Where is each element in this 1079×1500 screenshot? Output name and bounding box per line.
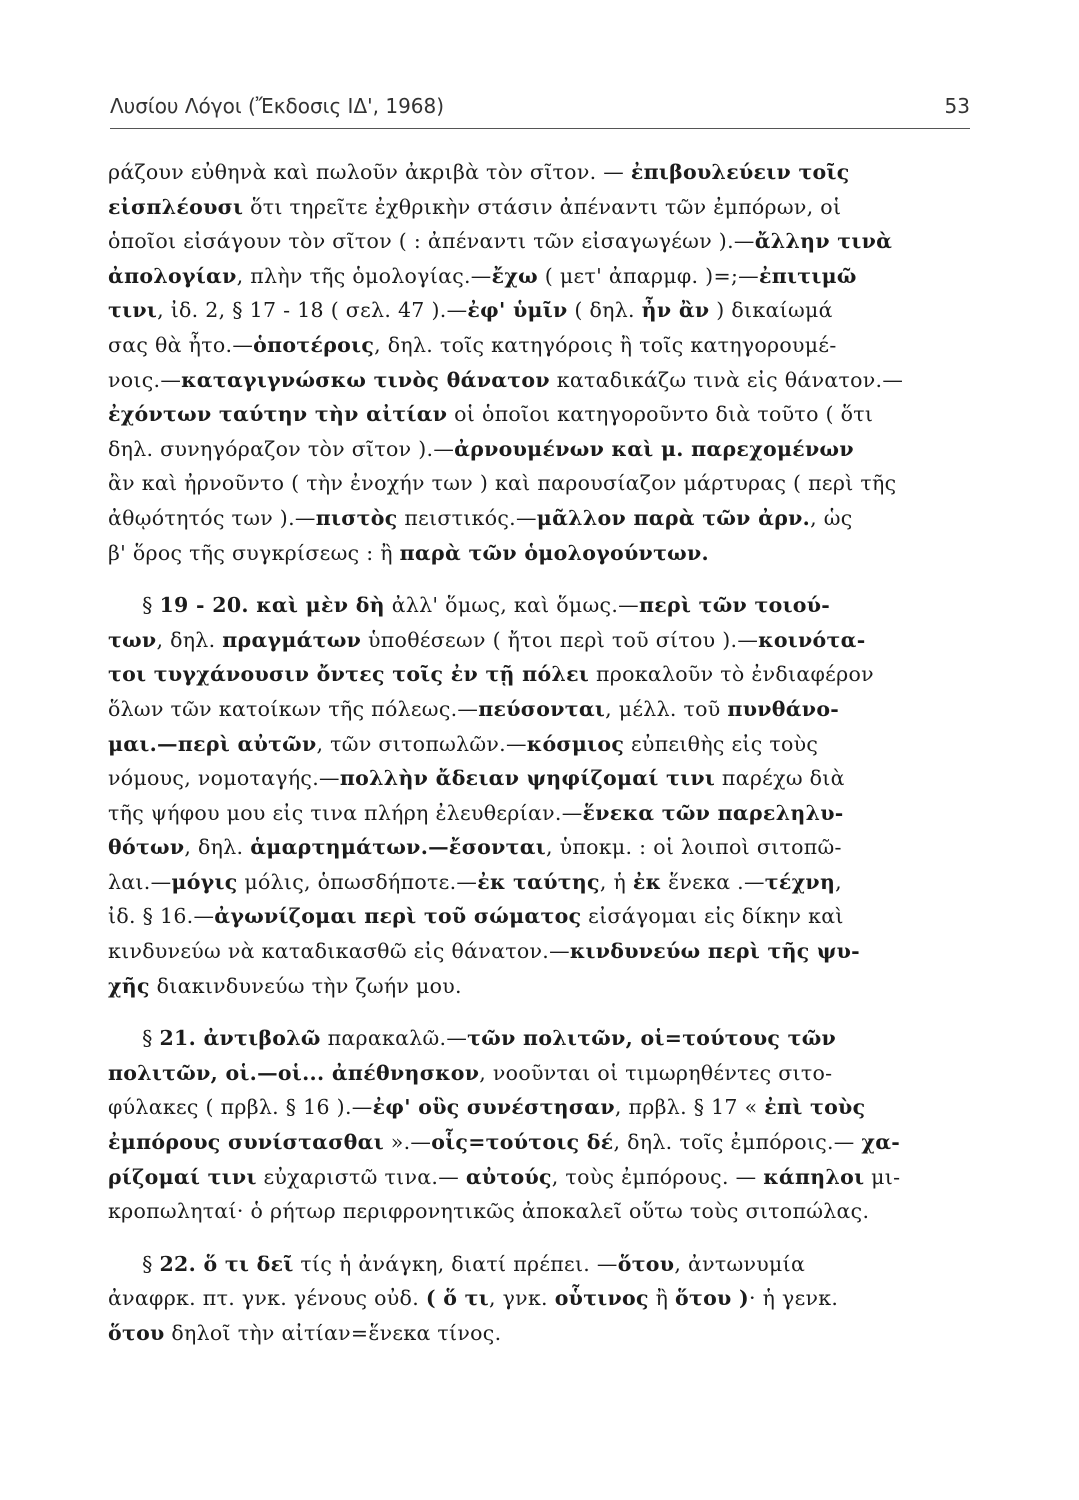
paragraph xyxy=(108,1021,968,1229)
text-line xyxy=(108,466,968,501)
text-run: οἱ ὁποῖοι κατηγοροῦντο διὰ τοῦτο ( ὅτι xyxy=(447,402,874,427)
text-run: , τοὺς ἐμπόρους. — xyxy=(551,1164,764,1189)
bold-lemma: ἐπιτιμῶ xyxy=(758,263,857,288)
text-line xyxy=(108,363,968,398)
text-run: φύλακες ( πρβλ. § 16 ).— xyxy=(108,1095,373,1120)
bold-lemma: χα- xyxy=(861,1130,901,1155)
text-run: ( μετ' ἀπαρμφ. )=;— xyxy=(537,263,759,288)
text-run: μι- xyxy=(864,1164,901,1189)
text-run: · ἡ γενκ. xyxy=(749,1286,839,1311)
text-run: ( δηλ. xyxy=(567,298,642,323)
text-run: ἀναφρκ. πτ. γνκ. γένους οὐδ. xyxy=(108,1286,426,1311)
bold-lemma: κάπηλοι xyxy=(763,1164,865,1189)
bold-lemma: ρίζομαί τινι xyxy=(108,1164,257,1189)
text-line xyxy=(108,397,968,432)
text-run: εὐχαριστῶ τινα.— xyxy=(256,1164,466,1189)
text-run: β' ὅρος τῆς συγκρίσεως : ἢ xyxy=(108,540,400,565)
bold-lemma: ἄλλην τινὰ xyxy=(754,229,893,254)
bold-lemma: ( ὅ τι xyxy=(425,1286,489,1311)
text-run: , τῶν σιτοπωλῶν.— xyxy=(316,731,527,756)
bold-lemma: ὅτου xyxy=(108,1321,165,1345)
text-run: πειστικός.— xyxy=(397,505,537,530)
running-title: Λυσίου Λόγοι (Ἔκδοσις ΙΔ', 1968) xyxy=(110,94,445,118)
text-line xyxy=(108,830,968,865)
text-line xyxy=(108,623,968,658)
bold-lemma: ἐπιβουλεύειν τοῖς xyxy=(630,160,850,184)
text-line xyxy=(108,727,968,762)
bold-lemma: θότων xyxy=(108,835,185,860)
text-run: , νοοῦνται οἱ τιμωρηθέντες σιτο- xyxy=(479,1060,833,1085)
text-line xyxy=(108,1247,968,1282)
text-run: ἀλλ' ὅμως, καὶ ὅμως.— xyxy=(384,593,639,618)
bold-lemma: ἐφ' οὓς συνέστησαν xyxy=(372,1095,615,1120)
text-line xyxy=(108,259,968,294)
bold-lemma: κινδυνεύω περὶ τῆς ψυ- xyxy=(569,939,860,964)
text-run: ἢ xyxy=(648,1286,676,1311)
text-run: ἂν καὶ ἠρνοῦντο ( τὴν ἐνοχήν των ) καὶ παρουσίαζον μάρτυρας ( περὶ τῆς xyxy=(108,471,897,496)
text-run: τῆς ψήφου μου εἰς τινα πλήρη ἐλευθερίαν.— xyxy=(108,800,583,825)
paragraph xyxy=(108,155,968,570)
text-line xyxy=(108,1125,968,1160)
paragraph xyxy=(108,588,968,1003)
header-rule xyxy=(110,128,970,129)
text-run: , πρβλ. § 17 « xyxy=(614,1095,765,1120)
text-line xyxy=(108,1021,968,1056)
text-line xyxy=(108,224,968,259)
text-line xyxy=(108,293,968,328)
bold-lemma: ἐχόντων ταύτην τὴν αἰτίαν xyxy=(108,402,448,427)
text-run: μόλις, ὁπωσδήποτε.— xyxy=(237,869,478,894)
text-line xyxy=(108,155,968,190)
bold-lemma: πυνθάνο- xyxy=(727,696,840,721)
text-line xyxy=(108,588,968,623)
text-run: ὑποθέσεων ( ἤτοι περὶ τοῦ σίτου ).— xyxy=(361,627,759,652)
bold-lemma: τοι τυγχάνουσιν ὄντες τοῖς ἐν τῇ πόλει xyxy=(108,662,590,687)
text-run: δηλοῖ τὴν αἰτίαν=ἕνεκα τίνος. xyxy=(164,1321,502,1345)
text-run: παρακαλῶ.— xyxy=(320,1026,468,1051)
text-run: ράζουν εὐθηνὰ καὶ πωλοῦν ἀκριβὰ τὸν σῖτον. — xyxy=(108,160,631,184)
text-run: κροπωληταί· ὁ ρήτωρ περιφρονητικῶς ἀποκαλεῖ οὕτω τοὺς σιτοπώλας. xyxy=(108,1199,870,1224)
text-line xyxy=(108,432,968,467)
text-line xyxy=(108,536,968,571)
text-run: ἰδ. § 16.— xyxy=(108,904,215,929)
bold-lemma: ἀρνουμένων καὶ μ. παρεχομένων xyxy=(454,436,854,461)
bold-lemma: κοινότα- xyxy=(758,627,866,652)
page-body xyxy=(108,155,968,1351)
bold-lemma: πιστὸς xyxy=(315,505,398,530)
text-line xyxy=(108,761,968,796)
text-run: , πλὴν τῆς ὁμολογίας.— xyxy=(236,263,492,288)
text-line xyxy=(108,692,968,727)
text-line xyxy=(108,657,968,692)
text-run: προκαλοῦν τὸ ἐνδιαφέρον xyxy=(589,662,874,687)
bold-lemma: 22. ὅ τι δεῖ xyxy=(159,1251,294,1276)
text-line xyxy=(108,934,968,969)
bold-lemma: ἁμαρτημάτων.—ἔσονται xyxy=(250,835,546,860)
text-run: , δηλ. τοῖς κατηγόροις ἢ τοῖς κατηγορουμέ- xyxy=(374,332,837,357)
text-line xyxy=(108,969,968,1004)
running-header xyxy=(110,94,970,134)
text-line xyxy=(108,190,968,225)
bold-lemma: ἀγωνίζομαι περὶ τοῦ σώματος xyxy=(214,904,582,929)
text-run: ἀθῳότητός των ).— xyxy=(108,505,316,530)
bold-lemma: ἐφ' ὑμῖν xyxy=(467,298,568,323)
text-run: ὁποῖοι εἰσάγουν τὸν σῖτον ( : ἀπέναντι τῶν εἰσαγωγέων ).— xyxy=(108,229,755,254)
bold-lemma: ἐκ ταύτης xyxy=(477,869,600,894)
paragraph-gap xyxy=(108,1003,968,1021)
bold-lemma: ὁποτέροις xyxy=(253,332,375,357)
text-line xyxy=(108,1160,968,1195)
text-run: νοις.— xyxy=(108,367,182,392)
bold-lemma: πολιτῶν, οἱ.—οἱ... ἀπέθνησκον xyxy=(108,1060,480,1085)
text-run: παρέχω διὰ xyxy=(715,766,845,791)
bold-lemma: τέχνη xyxy=(764,869,836,894)
bold-lemma: τινι xyxy=(108,298,158,323)
bold-lemma: ἕνεκα τῶν παρεληλυ- xyxy=(582,800,844,825)
text-line xyxy=(108,1316,968,1351)
bold-lemma: ἦν ἂν xyxy=(641,298,710,323)
text-run: διακινδυνεύω τὴν ζωήν μου. xyxy=(149,973,462,998)
text-run: § xyxy=(108,1251,160,1276)
bold-lemma: ἐπὶ τοὺς xyxy=(764,1095,866,1120)
bold-lemma: τῶν πολιτῶν, οἱ=τούτους τῶν xyxy=(467,1026,837,1051)
text-line xyxy=(108,328,968,363)
text-line xyxy=(108,796,968,831)
text-run: , xyxy=(835,869,842,894)
bold-lemma: 21. ἀντιβολῶ xyxy=(159,1026,321,1051)
text-run: λαι.— xyxy=(108,869,172,894)
bold-lemma: καταγιγνώσκω τινὸς θάνατον xyxy=(181,367,550,392)
text-run: καταδικάζω τινὰ εἰς θάνατον.— xyxy=(549,367,904,392)
bold-lemma: ἐμπόρους συνίστασθαι xyxy=(108,1130,384,1155)
text-run: , δηλ. τοῖς ἐμπόροις.— xyxy=(613,1130,862,1155)
text-run: εὐπειθὴς εἰς τοὺς xyxy=(624,731,819,756)
bold-lemma: παρὰ τῶν ὁμολογούντων. xyxy=(399,540,709,565)
text-run: , ἡ xyxy=(599,869,633,894)
text-run: , ἀντωνυμία xyxy=(674,1251,806,1276)
text-run: , γνκ. xyxy=(489,1286,555,1311)
text-line xyxy=(108,1090,968,1125)
paragraph-gap xyxy=(108,570,968,588)
bold-lemma: μόγις xyxy=(171,869,238,894)
paragraph xyxy=(108,1247,968,1351)
text-run: τίς ἡ ἀνάγκη, διατί πρέπει. — xyxy=(293,1251,618,1276)
bold-lemma: πραγμάτων xyxy=(222,627,362,652)
bold-lemma: ἀπολογίαν xyxy=(108,263,237,288)
text-run: ».— xyxy=(383,1130,432,1155)
bold-lemma: περὶ τῶν τοιού- xyxy=(638,593,831,618)
text-run: § xyxy=(108,593,160,618)
bold-lemma: 19 - 20. καὶ μὲν δὴ xyxy=(159,593,385,618)
bold-lemma: ἔχω xyxy=(491,263,538,288)
bold-lemma: ὅτου xyxy=(617,1251,675,1276)
paragraph-gap xyxy=(108,1229,968,1247)
text-run: σας θὰ ἦτο.— xyxy=(108,332,254,357)
text-run: ὅτι τηρεῖτε ἐχθρικὴν στάσιν ἀπέναντι τῶν ἐμπόρων, οἱ xyxy=(243,194,842,219)
bold-lemma: των xyxy=(108,627,157,652)
text-run: νόμους, νομοταγής.— xyxy=(108,766,340,791)
text-line xyxy=(108,501,968,536)
bold-lemma: ὅτου ) xyxy=(675,1286,750,1311)
page-number: 53 xyxy=(944,94,970,118)
bold-lemma: πεύσονται xyxy=(478,696,606,721)
text-run: δηλ. συνηγόραζον τὸν σῖτον ).— xyxy=(108,436,455,461)
text-run: ὅλων τῶν κατοίκων τῆς πόλεως.— xyxy=(108,696,479,721)
bold-lemma: μᾶλλον παρὰ τῶν ἀρν. xyxy=(536,505,811,530)
text-run: ) δικαίωμά xyxy=(709,298,833,323)
text-run: , ὡς xyxy=(810,505,853,530)
text-run: , δηλ. xyxy=(184,835,251,860)
text-line xyxy=(108,1194,968,1229)
text-run: , ἰδ. 2, § 17 - 18 ( σελ. 47 ).— xyxy=(157,298,468,323)
bold-lemma: οἷς=τούτοις δέ xyxy=(431,1130,614,1155)
text-run: , ὑποκμ. : οἱ λοιποὶ σιτοπῶ- xyxy=(546,835,842,860)
text-line xyxy=(108,865,968,900)
text-line xyxy=(108,1056,968,1091)
text-line xyxy=(108,1281,968,1316)
text-run: , μέλλ. τοῦ xyxy=(605,696,728,721)
bold-lemma: ἐκ xyxy=(632,869,662,894)
bold-lemma: κόσμιος xyxy=(526,731,625,756)
text-run: κινδυνεύω νὰ καταδικασθῶ εἰς θάνατον.— xyxy=(108,939,570,964)
text-run: ἕνεκα .— xyxy=(661,869,765,894)
text-run: εἰσάγομαι εἰς δίκην καὶ xyxy=(581,904,844,929)
bold-lemma: οὗτινος xyxy=(554,1286,649,1311)
bold-lemma: πολλὴν ἄδειαν ψηφίζομαί τινι xyxy=(339,766,716,791)
text-run: § xyxy=(108,1026,160,1051)
text-line xyxy=(108,899,968,934)
bold-lemma: αὐτούς xyxy=(465,1164,552,1189)
text-run: , δηλ. xyxy=(156,627,223,652)
bold-lemma: μαι.—περὶ αὐτῶν xyxy=(108,731,317,756)
bold-lemma: χῆς xyxy=(108,973,150,998)
bold-lemma: εἰσπλέουσι xyxy=(108,194,244,219)
